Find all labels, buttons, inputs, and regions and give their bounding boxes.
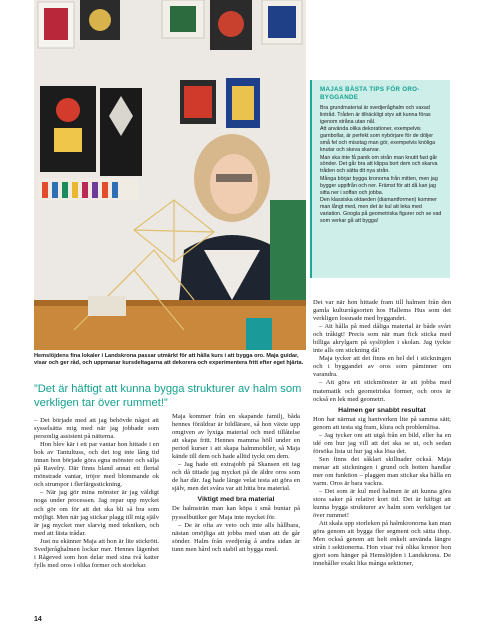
tips-paragraph: Att använda olika dekorationer, exempelvis garnbollar, är perfekt som nybörjare för de döljer små fel och misstag man gör, exempelvis knöliga knutar och skeva skarvar. <box>320 126 436 153</box>
tips-paragraph: Man ska inte få panik om strån man knutit fast går sönder. Det går bra att klippa bort dem och skarva tråden och sätta dit nya strån. <box>320 154 438 175</box>
body-paragraph: – Det började med att jag behövde något att sysselsätta mig med när jag jobbade som personlig assistent på nätterna. <box>34 417 159 441</box>
body-paragraph: Det var när hon hittade fram till halmen från den gamla kulturrågsorten hos Hallems Hus som det verkligen lossnade med byggandet. <box>313 299 451 323</box>
body-paragraph: Att skala upp storleken på halmkronorna kan man göra genom att bygga fler segment och sätta ihop. Men också genom att helt enkelt använda längre strån i sektionerna. Hon visar två olika kronor hon gjort som hänger på Hemslöjden i Landskrona. De innehåller exakt lika många sektioner, <box>313 520 451 568</box>
tips-paragraph: Många börjar bygga kronorna från mitten, men jag bygger uppifrån och ner. Främst för att då kan jag sitta ner i soffan och jobba. <box>320 175 438 196</box>
pull-quote: ”Det är häftigt att kunna bygga strukturer av halm som verkligen tar över rummet!” <box>34 383 302 409</box>
article-column-1 <box>34 417 159 570</box>
tips-title: MAJAS BÄSTA TIPS FÖR ORO-BYGGANDE <box>320 86 420 101</box>
body-paragraph: Maja kommer från en skapande familj, båda hennes föräldrar är bildlärare, så hon växte upp omgiven av lyxiga material och med tillåtelse att skapa fritt. Hennes mamma höll under en period kurser i att skapa halmmobiler, så Maja kände till dem och hade alltid tyckt om dem. <box>172 413 300 461</box>
body-paragraph: Just nu ekänner Maja att hon är lite stickrött. Svedjeråghalmen lockar mer. Hennes lägenhet i Rågeved som hon delar med sina två katter fylls med oros i olika former och storlekar. <box>34 537 159 569</box>
body-paragraph: Sen finns det såklart skillnader också. Maja menar att stickningen i grund och botten handlar mer om funktion – plaggen man stickar ska hålla en varm. Oros är bara vackra. <box>313 455 451 487</box>
body-paragraph: Hon blev kär i ett par vantar hon hittade i en bok av Tantultuss, och det tog inte lång tid innan hon började göra egna mönster och sälja på Ravelry. Där finns bland annat ett flertal mönstrade vantar, tröjor med blommande ok och strumpor i flerfärgsstickning. <box>34 441 159 489</box>
body-paragraph: – Att hålla på med dåliga material är både svårt och tråkigt! Precis som när man fick sticka med billiga akrylgarn på syslöjden i skolan. Jag tyckte inte alls om stickning då! <box>313 323 451 355</box>
body-paragraph: – De är ofta av veto och inte alls hållbara, nästan omöjliga att jobba med utan att de går sönder. Halm från svedjeråg å andra sidan är tunn men hård och stabil att bygga med. <box>172 521 300 553</box>
tips-paragraph: Bra grundmaterial är svedjeråghalm och vaxad lintråd. Tråden är tillräckligt styv att kunna föras igenom stråna utan nål. <box>320 105 431 125</box>
article-column-3 <box>313 299 451 569</box>
section-heading: Halmen ger snabbt resultat <box>338 406 426 414</box>
photo-caption: Hemslöjdens fina lokaler i Landskrona passar utmärkt för att hålla kurs i att bygga oro. Maja guidar, visar och ger råd, och uppmanar kursdeltagarna att dekorera och experimentera fritt efter eget hjärta. <box>34 353 304 366</box>
body-paragraph: – Att göra ett stickmönster är att jobba med matematik och geometriska former, och oros är också en lek med geometri. <box>313 379 451 403</box>
body-paragraph: Maja tycker att det finns en hel del i stickningen och i byggandet av oros som påminner om varandra. <box>313 355 451 379</box>
tips-paragraph: Den klassiska oktaeden (diamantformen) kommer man långt med, men det är kul att leka med variation. Googla på geometriska figurer och se vad som verkar gå att bygga! <box>320 197 442 224</box>
workshop-photo <box>34 0 306 350</box>
body-paragraph: – Det som är kul med halmen är att kunna göra stora saker på relativt kort tid. Det är häftigt att kunna bygga strukturer av halm som verkligen tar över rummet! <box>313 488 451 520</box>
body-paragraph: – När jag gör mina mönster är jag väldigt noga under processen. Jag repar upp mycket och gör om för att det ska bli så bra som möjligt. Men när jag stickar plagg till mig själv är jag mycket mer slarvig med tekniken, och med att fästa trådar. <box>34 489 159 537</box>
body-paragraph: – Jag tycker om att utgå från en bild, eller ha en idé om hur jag vill att det ska se ut, och sedan försöka lista ut hur jag ska lösa det. <box>313 431 451 455</box>
body-paragraph: De halmsträn man kan köpa i små buntar på pysselbutiker ger Maja inte mycket för. <box>172 505 300 521</box>
section-heading: Viktigt med bra material <box>197 496 275 504</box>
article-column-2 <box>172 413 300 554</box>
photo-illustration <box>34 0 306 350</box>
body-paragraph: – Jag hade ett extrajobb på Skansen ett tag och då tittade jag mycket på de äldre oros som de har där. Jag hade länge velat testa att göra en själv, men det svåra var att hitta bra material. <box>172 461 300 493</box>
tips-box <box>310 80 450 278</box>
body-paragraph: Hon har närmat sig hantverken lite på samma sätt; genom att testa sig fram, klura och problemlösa. <box>313 415 451 431</box>
page-number: 14 <box>34 616 42 623</box>
